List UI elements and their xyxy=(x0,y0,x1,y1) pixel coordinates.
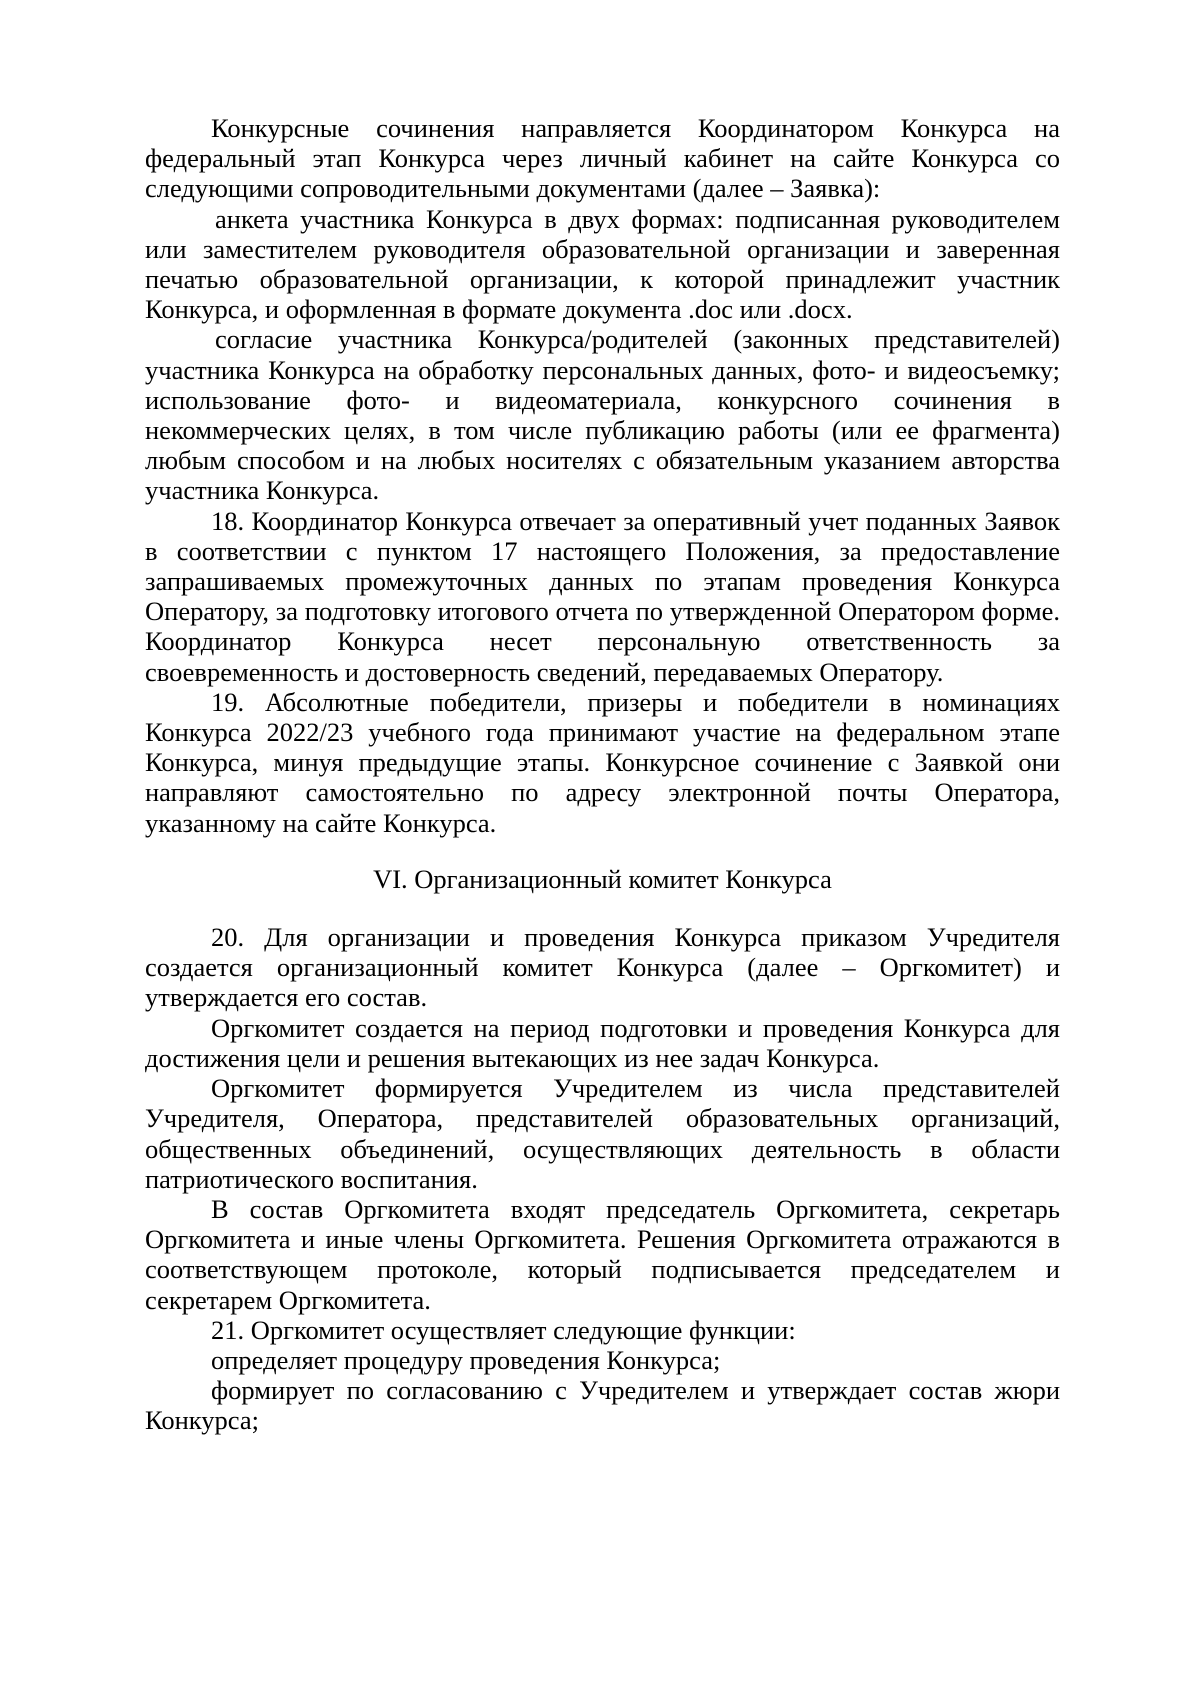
section-heading: VI. Организационный комитет Конкурса xyxy=(373,863,832,894)
paragraph-application-form: анкета участника Конкурса в двух формах: подписанная руководителем или заместителем руководителя образовательной организации и заверенная печатью образовательной организации, к которой принадлежит участник Конкурса, и оформленная в формате документа .doc или .docx. xyxy=(145,203,1060,325)
paragraph-item-19: 19. Абсолютные победители, призеры и победители в номинациях Конкурса 2022/23 учебного года принимают участие на федеральном этапе Конкурса, минуя предыдущие этапы. Конкурсное сочинение с Заявкой они направляют самостоятельно по адресу электронной почты Оператора, указанному на сайте Конкурса. xyxy=(145,686,1060,838)
paragraph-function-jury: формирует по согласованию с Учредителем и утверждает состав жюри Конкурса; xyxy=(145,1375,1060,1436)
paragraph-orgcommittee-composition: В состав Оргкомитета входят председатель Оргкомитета, секретарь Оргкомитета и иные члены Оргкомитета. Решения Оргкомитета отражаются в соответствующем протоколе, который подписывается председателем и секретарем Оргкомитета. xyxy=(145,1193,1060,1315)
paragraph-consent: согласие участника Конкурса/родителей (законных представителей) участника Конкурса на обработку персональных данных, фото- и видеосъемку; использование фото- и видеоматериала, конкурсного сочинения в некоммерческих целях, в том числе публикацию работы (или ее фрагмента) любым способом и на любых носителях с обязательным указанием авторства участника Конкурса. xyxy=(145,324,1060,506)
paragraph-item-20: 20. Для организации и проведения Конкурса приказом Учредителя создается организационный комитет Конкурса (далее – Оргкомитет) и утверждается его состав. xyxy=(145,922,1060,1013)
paragraph-submission-intro: Конкурсные сочинения направляется Координатором Конкурса на федеральный этап Конкурса через личный кабинет на сайте Конкурса со следующими сопроводительными документами (далее – Заявка): xyxy=(145,113,1060,204)
paragraph-item-18: 18. Координатор Конкурса отвечает за оперативный учет поданных Заявок в соответствии с пунктом 17 настоящего Положения, за предоставление запрашиваемых промежуточных данных по этапам проведения Конкурса Оператору, за подготовку итогового отчета по утвержденной Оператором форме. Координатор Конкурса несет персональную ответственность за своевременность и достоверность сведений, передаваемых Оператору. xyxy=(145,505,1060,687)
paragraph-orgcommittee-formation: Оргкомитет формируется Учредителем из числа представителей Учредителя, Оператора, представителей образовательных организаций, общественных объединений, осуществляющих деятельность в области патриотического воспитания. xyxy=(145,1073,1060,1194)
paragraph-item-21: 21. Оргкомитет осуществляет следующие функции: xyxy=(211,1314,796,1345)
document-page xyxy=(145,113,1060,1436)
paragraph-function-procedure: определяет процедуру проведения Конкурса; xyxy=(211,1344,721,1375)
paragraph-orgcommittee-period: Оргкомитет создается на период подготовки и проведения Конкурса для достижения цели и решения вытекающих из нее задач Конкурса. xyxy=(145,1012,1060,1073)
